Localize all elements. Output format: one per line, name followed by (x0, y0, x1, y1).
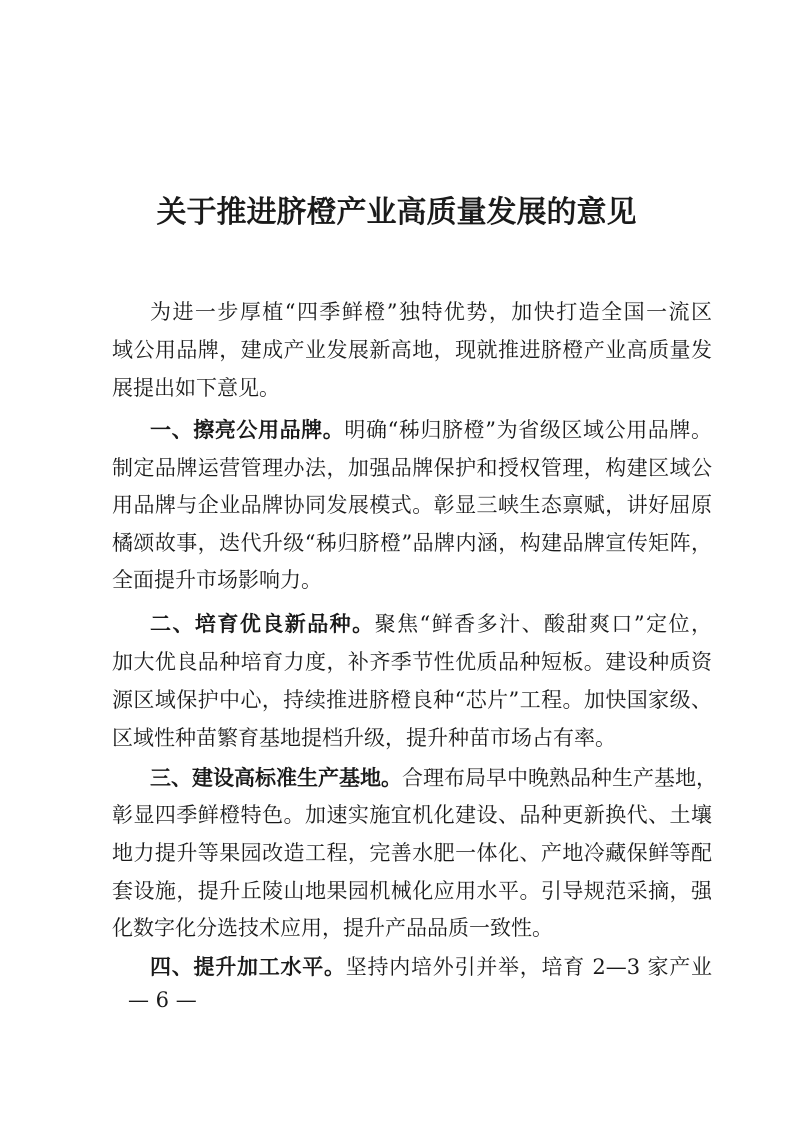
text-line: 域公用品牌，建成产业发展新高地，现就推进脐橙产业高质量发 (112, 338, 712, 362)
section-heading: 三、建设高标准生产基地。 (150, 766, 402, 790)
text-line: 为进一步厚植“四季鲜橙”独特优势，加快打造全国一流区 (150, 300, 712, 324)
document-title: 关于推进脐橙产业高质量发展的意见 (156, 195, 637, 230)
text-line: 化数字化分选技术应用，提升产品品质一致性。 (112, 916, 553, 940)
text-line: 全面提升市场影响力。 (112, 568, 322, 592)
page-number: — 6 — (128, 988, 197, 1012)
section-first-line (150, 952, 712, 982)
text-line: 源区域保护中心，持续推进脐橙良种“芯片”工程。加快国家级、 (112, 688, 712, 712)
section-text: 聚焦“鲜香多汁、酸甜爽口”定位， (374, 612, 712, 636)
section-text: 明确“秭归脐橙”为省级区域公用品牌。 (344, 418, 712, 442)
text-line: 加大优良品种培育力度，补齐季节性优质品种短板。建设种质资 (112, 650, 712, 674)
section-heading: 四、提升加工水平。 (150, 955, 346, 979)
text-line: 区域性种苗繁育基地提档升级，提升种苗市场占有率。 (112, 726, 616, 750)
section-heading: 一、擦亮公用品牌。 (150, 418, 345, 442)
text-line: 橘颂故事，迭代升级“秭归脐橙”品牌内涵，构建品牌宣传矩阵， (112, 531, 712, 555)
text-line: 彰显四季鲜橙特色。加速实施宜机化建设、品种更新换代、土壤 (112, 803, 712, 827)
section-text: 合理布局早中晚熟品种生产基地， (402, 766, 717, 790)
section-first-line (150, 415, 712, 445)
section-first-line (150, 609, 712, 639)
section-first-line (150, 763, 717, 793)
text-line: 套设施，提升丘陵山地果园机械化应用水平。引导规范采摘，强 (112, 879, 712, 903)
text-line: 展提出如下意见。 (112, 376, 280, 400)
text-line: 地力提升等果园改造工程，完善水肥一体化、产地冷藏保鲜等配 (112, 841, 712, 865)
text-line: 用品牌与企业品牌协同发展模式。彰显三峡生态禀赋，讲好屈原 (112, 493, 712, 517)
section-heading: 二、培育优良新品种。 (150, 612, 375, 636)
section-text: 坚持内培外引并举，培育 2—3 家产业 (345, 955, 713, 979)
text-line: 制定品牌运营管理办法，加强品牌保护和授权管理，构建区域公 (112, 456, 712, 480)
